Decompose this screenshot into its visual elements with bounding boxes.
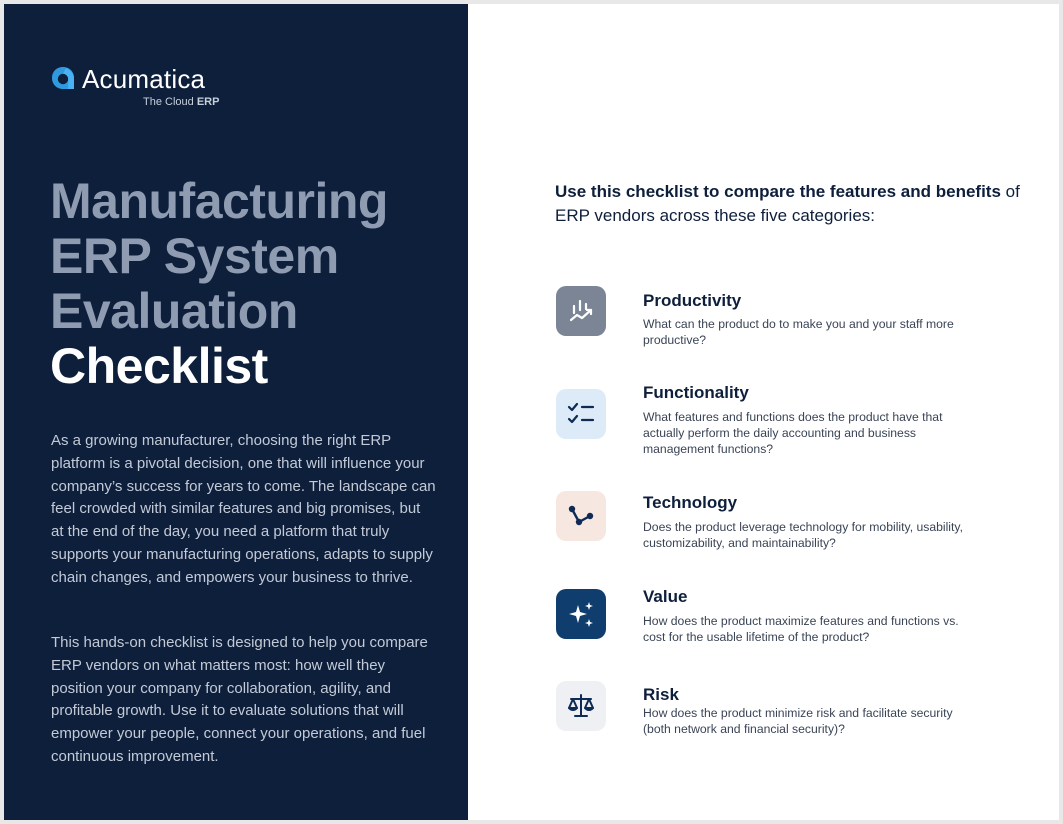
title-line-1: Manufacturing [50, 173, 388, 229]
category-title: Functionality [643, 383, 749, 402]
brand-tagline: The Cloud ERP [143, 96, 220, 108]
category-description: Does the product leverage technology for mobility, usability, customizability, and maintainability? [643, 520, 963, 550]
checklist-intro: Use this checklist to compare the features and benefits of ERP vendors across these five categories: [555, 182, 1020, 225]
page-title [50, 174, 388, 394]
acumatica-logo-mark-icon [50, 65, 76, 91]
category-description: How does the product maximize features and functions vs. cost for the usable lifetime of the product? [643, 614, 959, 644]
nodes-icon [556, 491, 606, 541]
document-page [4, 4, 1059, 820]
intro-paragraph-2: This hands-on checklist is designed to help you compare ERP vendors on what matters most: how well they position your company for collaboration, agility, and profitable growth. Use it to evaluate solutions that will empower your people, connect your operations, and fuel continuous improvement. [51, 634, 428, 765]
category-description: How does the product minimize risk and facilitate security (both network and financial security)? [643, 706, 953, 736]
title-line-3: Evaluation [50, 283, 298, 339]
category-description: What features and functions does the product have that actually perform the daily accounting and business management functions? [643, 410, 943, 456]
cover-panel [4, 4, 468, 820]
title-line-2: ERP System [50, 228, 339, 284]
intro-paragraph-1: As a growing manufacturer, choosing the right ERP platform is a pivotal decision, one that will influence your company’s success for years to come. The landscape can feel crowded with similar features and big promises, but at the end of the day, you need a platform that truly supports your manufacturing operations, adapts to supply chain changes, and empowers your business to thrive. [51, 432, 436, 586]
category-title: Risk [643, 685, 679, 704]
checklist-icon [556, 389, 606, 439]
category-description: What can the product do to make you and your staff more productive? [643, 317, 954, 347]
brand-name: Acumatica [82, 64, 206, 94]
scales-icon [556, 681, 606, 731]
chart-growth-icon [556, 286, 606, 336]
sparkle-icon [556, 589, 606, 639]
title-highlight: Checklist [50, 338, 268, 394]
acumatica-logo [50, 64, 230, 112]
category-title: Productivity [643, 291, 742, 310]
category-title: Technology [643, 493, 738, 512]
category-title: Value [643, 587, 688, 606]
